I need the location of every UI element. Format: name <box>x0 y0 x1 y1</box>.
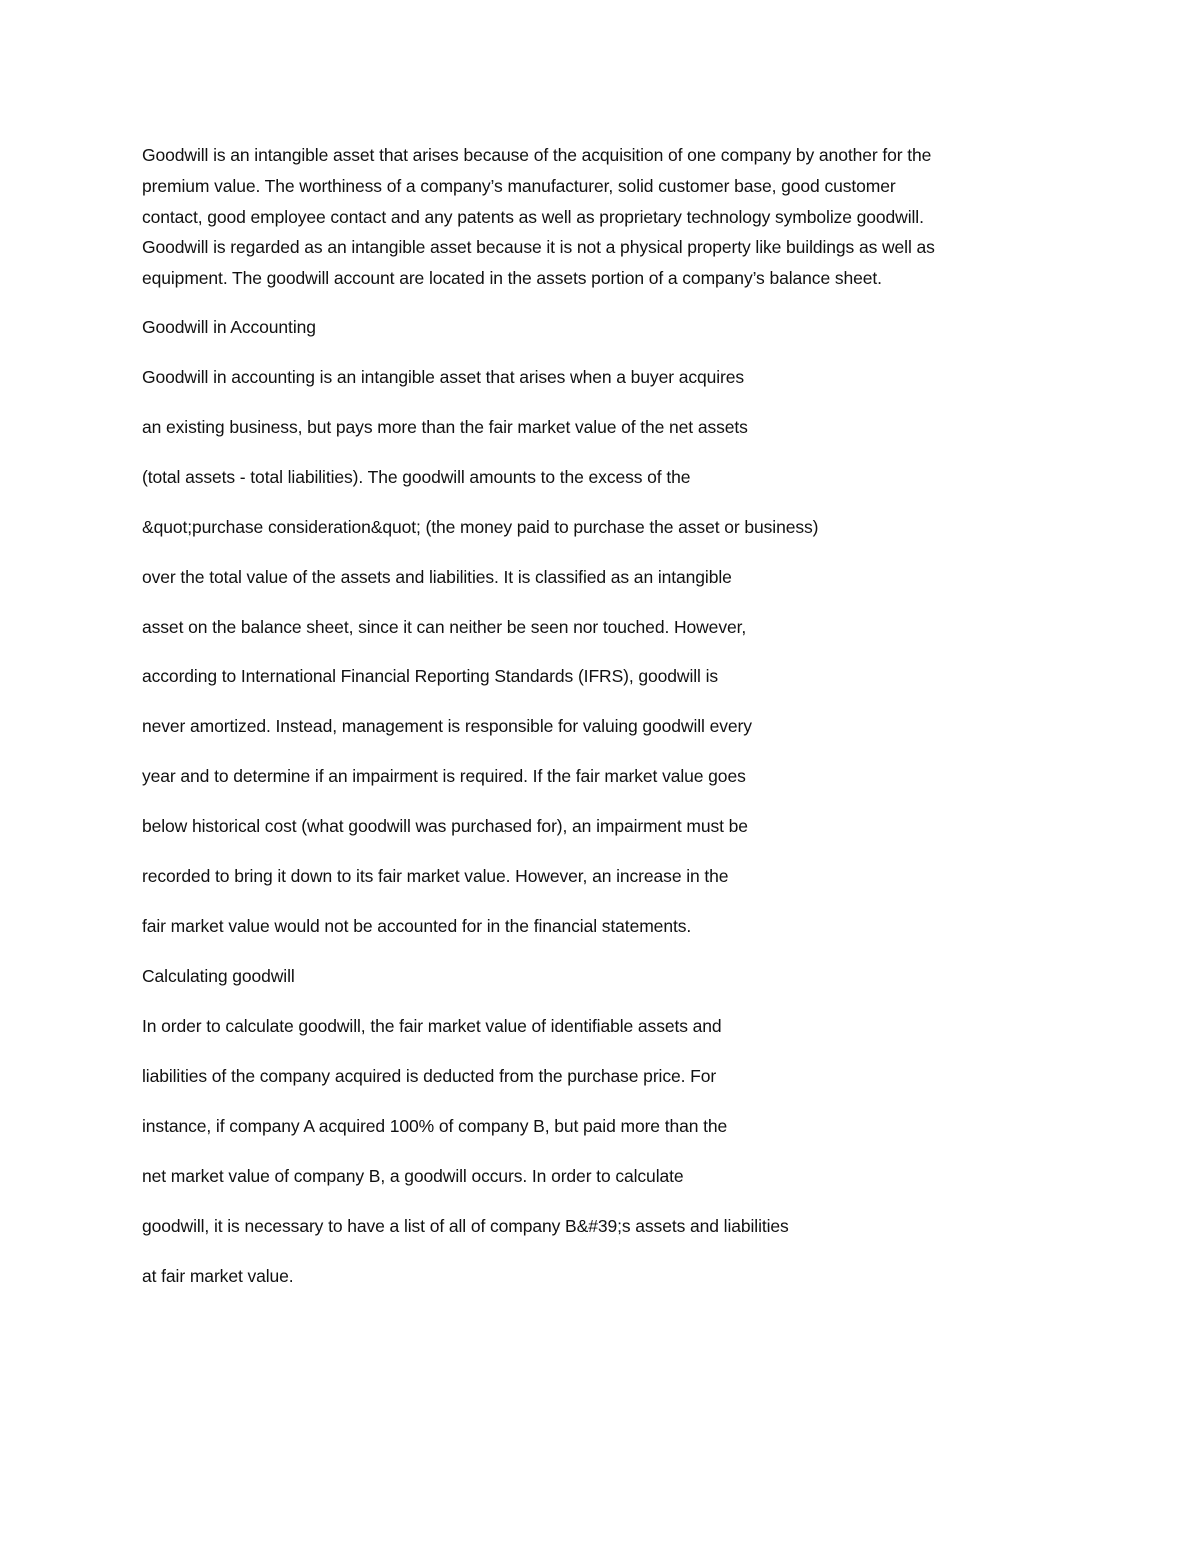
intro-line-4: Goodwill is regarded as an intangible asset because it is not a physical property like buildings as well as <box>142 237 935 257</box>
accounting-line-9: year and to determine if an impairment is required. If the fair market value goes <box>142 766 746 786</box>
intro-line-2: premium value. The worthiness of a company’s manufacturer, solid customer base, good customer <box>142 176 896 196</box>
calculating-line-5: goodwill, it is necessary to have a list of all of company B&#39;s assets and liabilities <box>142 1216 789 1236</box>
heading-goodwill-in-accounting: Goodwill in Accounting <box>142 317 316 337</box>
accounting-line-2: an existing business, but pays more than the fair market value of the net assets <box>142 417 748 437</box>
heading-calculating-goodwill: Calculating goodwill <box>142 966 295 986</box>
intro-line-5: equipment. The goodwill account are located in the assets portion of a company’s balance sheet. <box>142 268 882 288</box>
intro-line-3: contact, good employee contact and any patents as well as proprietary technology symbolize goodwill. <box>142 207 924 227</box>
accounting-line-4: &quot;purchase consideration&quot; (the money paid to purchase the asset or business) <box>142 517 819 537</box>
accounting-line-10: below historical cost (what goodwill was purchased for), an impairment must be <box>142 816 748 836</box>
calculating-line-1: In order to calculate goodwill, the fair market value of identifiable assets and <box>142 1016 722 1036</box>
accounting-line-6: asset on the balance sheet, since it can neither be seen nor touched. However, <box>142 617 747 637</box>
accounting-line-7: according to International Financial Reporting Standards (IFRS), goodwill is <box>142 666 719 686</box>
accounting-line-12: fair market value would not be accounted for in the financial statements. <box>142 916 692 936</box>
accounting-line-8: never amortized. Instead, management is responsible for valuing goodwill every <box>142 716 752 736</box>
accounting-line-1: Goodwill in accounting is an intangible asset that arises when a buyer acquires <box>142 367 745 387</box>
calculating-line-2: liabilities of the company acquired is deducted from the purchase price. For <box>142 1066 717 1086</box>
accounting-line-3: (total assets - total liabilities). The goodwill amounts to the excess of the <box>142 467 691 487</box>
accounting-line-5: over the total value of the assets and liabilities. It is classified as an intangible <box>142 567 732 587</box>
calculating-line-4: net market value of company B, a goodwill occurs. In order to calculate <box>142 1166 684 1186</box>
calculating-line-6: at fair market value. <box>142 1266 294 1286</box>
intro-line-1: Goodwill is an intangible asset that arises because of the acquisition of one company by another for the <box>142 145 932 165</box>
calculating-line-3: instance, if company A acquired 100% of company B, but paid more than the <box>142 1116 728 1136</box>
accounting-line-11: recorded to bring it down to its fair market value. However, an increase in the <box>142 866 729 886</box>
